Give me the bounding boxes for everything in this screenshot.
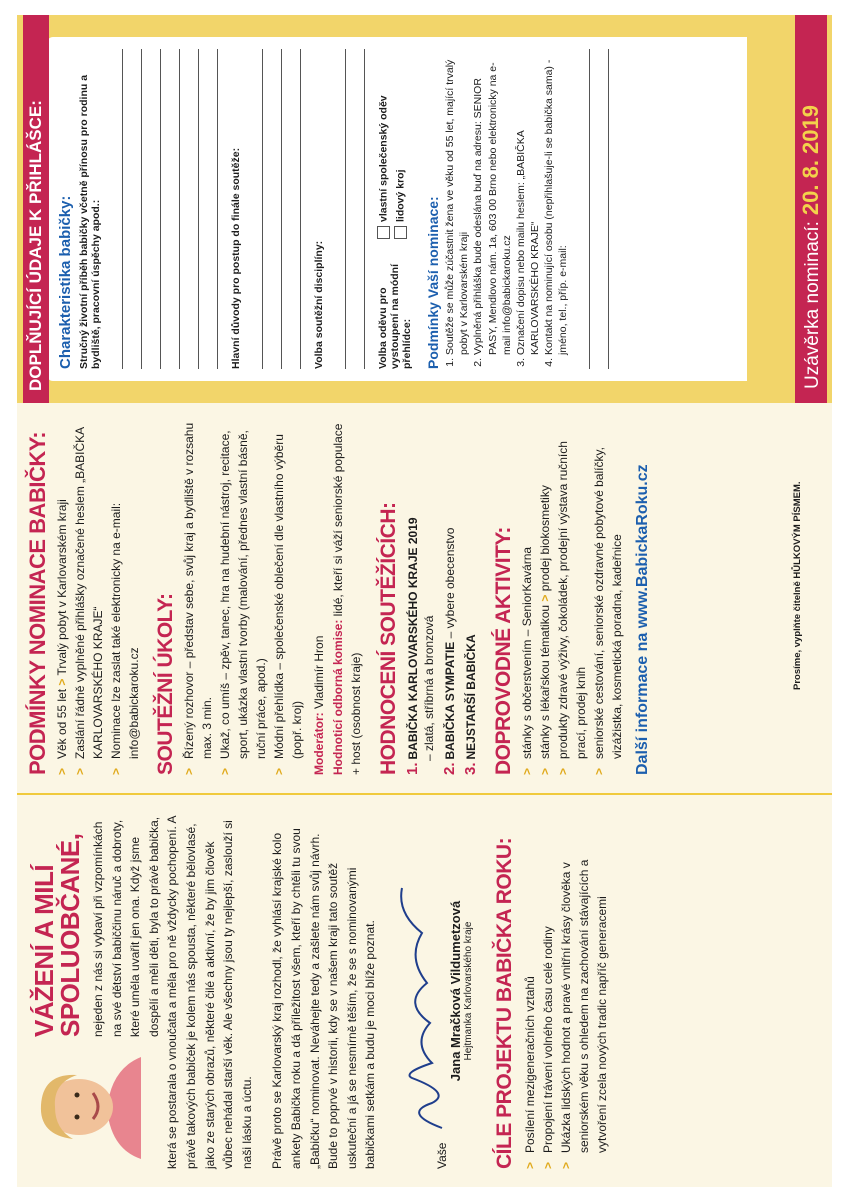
signature-image xyxy=(392,883,452,1133)
reasons-line-3[interactable] xyxy=(282,49,301,369)
task-item: > Řízený rozhovor – představ sebe, svůj kraj a bydliště v rozsahu max. 3 min. xyxy=(182,422,214,775)
contact-line-2[interactable] xyxy=(590,49,609,369)
jury-label: Hodnoticí odborná komise: xyxy=(330,619,345,775)
reasons-line-2[interactable] xyxy=(263,49,282,369)
rotated-brochure xyxy=(17,15,832,1187)
goal-item: > Ukázka lidských hodnot a pravé vnitřní krásy člověka v seniorském věku s ohledem na zachování stávajících a vytvoření zcela nových tradic napříč generacemi xyxy=(558,859,609,1169)
goal-item: > Propojení trávení volného času celé rodiny xyxy=(540,926,555,1169)
condition-item: > Věk od 55 let > Trvalý pobyt v Karlovarském kraji xyxy=(55,499,69,775)
activity-item: > stánky s občerstvením – SeniorKavárna xyxy=(519,546,534,775)
eval-heading: HODNOCENÍ SOUTĚŽÍCÍCH: xyxy=(376,502,400,775)
char-line-2[interactable] xyxy=(123,49,142,369)
task-item: > Ukaž, co umíš – zpěv, tanec, hra na hudební nástroj, recitace, sport, ukázka vlastní tvorby (malování, přednes vlastní básně, ruční práce, apod.) xyxy=(218,430,268,775)
discipline-line-1[interactable] xyxy=(327,49,346,369)
form-box xyxy=(47,37,747,381)
condition-item: > Nominace lze zaslat také elektronicky na e-mail: info@babickaroku.cz xyxy=(109,502,141,775)
char-line-5[interactable] xyxy=(180,49,199,369)
conditions-list xyxy=(53,419,143,775)
outfit-label: Volba oděvu pro vystoupení na módní přehlídce: xyxy=(377,263,413,369)
moderator-name: Vladimír Hron xyxy=(312,635,326,709)
welcome-paragraph-1: nejeden z nás si vybaví při vzpomínkách na své dětství babiččinu náruč a dobroty, které uměla uvařit jen ona. Když jsme dospělí a měli děti, byla to právě babička, která se postarala o vnoučata a měla pro ně vždycky pochopení. A právě takových babiček je kolem nás spousta, některé bělovlasé, jako ze starých obrazů, některé čilé a aktivní, že by jim člověk vůbec nehádal starší věk. Ale všechny jsou ty nejlepší, zaslouží si naši lásku a úctu. xyxy=(91,816,254,1169)
website-link[interactable]: www.BabickaRoku.cz xyxy=(633,464,651,629)
activity-item: > seniorské cestování, seniorské ozdravné pobytové balíčky, vizážistka, kosmetická poradna, kadeřnice xyxy=(591,447,624,775)
condition-item: > Zaslání řádně vyplněné přihlášky označené heslem „BABIČKA KARLOVARSKÉHO KRAJE“ xyxy=(73,427,105,775)
char-label: Stručný životní příběh babičky včetně přínosu pro rodinu a bydliště, pracovní úspěchy apod.: xyxy=(78,74,102,369)
welcome-paragraph-2: Právě proto se Karlovarský kraj rozhodl, že vyhlásí krajské kolo ankety Babička roku a dá příležitost všem, kteří by chtěli tu svou „Babičku“ nominovat. Neváhejte tedy a zašlete nám svůj návrh. Bude to poprvé v historii, kdy se v našem kraji tato soutěž uskuteční a já se nesmírně těším, že se s nominovanými babičkami setkám a budu je moci blíže poznat. xyxy=(270,828,378,1169)
deadline-label: Uzávěrka nominací: xyxy=(802,221,823,389)
contact-line-1[interactable] xyxy=(571,49,590,369)
outfit-checkbox-formal[interactable] xyxy=(377,226,390,239)
eval-list xyxy=(403,419,481,775)
cond-list xyxy=(443,49,571,369)
activities-list xyxy=(518,419,626,775)
signer-name: Jana Mračková Vildumetzová xyxy=(447,900,463,1082)
eval-item: 3.NEJSTARŠÍ BABIČKA xyxy=(462,634,480,775)
discipline-label: Volba soutěžní disciplíny: xyxy=(313,240,325,369)
form-header: DOPLŇUJÍCÍ ÚDAJE K PŘIHLÁŠCE: xyxy=(23,15,49,403)
reasons-line-1[interactable] xyxy=(244,49,263,369)
cond-item: 1. Soutěže se může zúčastnit žena ve věku od 55 let, mající trvalý pobyt v Karlovarském kraji xyxy=(443,49,471,355)
goal-item: > Posílení mezigeneračních vztahů xyxy=(522,976,537,1169)
char-line-6[interactable] xyxy=(199,49,218,369)
outfit-checkbox-folk[interactable] xyxy=(394,226,407,239)
char-heading: Charakteristika babičky: xyxy=(57,195,74,369)
deadline-date: 20. 8. 2019 xyxy=(798,104,823,216)
welcome-heading: VÁŽENÍ A MILÍ SPOLUOBČANÉ, xyxy=(29,833,85,1037)
tasks-heading: SOUTĚŽNÍ ÚKOLY: xyxy=(154,593,177,775)
tasks-list xyxy=(180,419,306,775)
welcome-panel xyxy=(17,795,832,1187)
outfit-option-formal: vlastní společenský oděv xyxy=(377,95,390,222)
cond-item: 2. Vyplněná přihláška bude odeslána buď na adresu: SENIOR PASY, Mendlovo nám. 1a, 603 00 Brno nebo elektronicky na e-mail info@babickaroku.cz xyxy=(471,49,514,355)
goals-heading: CÍLE PROJEKTU BABIČKA ROKU: xyxy=(492,837,516,1169)
hejtmanka-photo xyxy=(33,1049,141,1169)
cond-item: 4. Kontakt na nominující osobu (nepřihlašuje-li se babička sama) - jméno, tel., příp. e-mail: xyxy=(542,49,570,355)
activity-item: > stánky s lékařskou tématikou > prodej biokosmetiky xyxy=(537,485,552,775)
signer-role: Hejtmanka Karlovarského kraje xyxy=(462,921,474,1061)
reasons-label: Hlavní důvody pro postup do finále soutěže: xyxy=(230,147,242,369)
outfit-option-folk: lidový kroj xyxy=(394,169,407,222)
eval-item: 1.BABIČKA KARLOVARSKÉHO KRAJE 2019 – zlatá, stříbrná a bronzová xyxy=(403,517,437,775)
jury-text: lidé, kteří si váží seniorské populace + host (osobnost kraje) xyxy=(330,423,364,775)
activity-item: > produkty zdravé výživy, čokoládek, prodejní výstava ručních prací, prodej knih xyxy=(555,441,588,775)
conditions-heading: PODMÍNKY NOMINACE BABIČKY: xyxy=(25,431,50,775)
char-line-1[interactable] xyxy=(104,49,123,369)
activities-heading: DOPROVODNÉ AKTIVITY: xyxy=(491,527,515,775)
goals-list xyxy=(521,813,611,1169)
moderator-label: Moderátor: xyxy=(312,712,326,775)
eval-item: 2.BABIČKA SYMPATIE – vybere obecenstvo xyxy=(440,527,458,775)
closing-word: Vaše xyxy=(435,1142,450,1169)
form-panel xyxy=(17,15,832,403)
discipline-line-2[interactable] xyxy=(346,49,365,369)
cond-heading: Podmínky Vaší nominace: xyxy=(425,196,441,369)
block-letters-note: Prosíme, vyplňte čitelně HŮLKOVÝM PÍSMEM. xyxy=(792,481,803,690)
char-line-3[interactable] xyxy=(142,49,161,369)
char-line-4[interactable] xyxy=(161,49,180,369)
more-info-label: Další informace na xyxy=(633,632,651,775)
cond-item: 3. Označení dopisu nebo mailu heslem: „BABIČKA KARLOVARSKÉHO KRAJE“ xyxy=(514,49,542,355)
rules-panel xyxy=(17,403,832,795)
task-item: > Módní přehlídka – společenské oblečení dle vlastního výběru (popř. kroj) xyxy=(272,434,304,775)
